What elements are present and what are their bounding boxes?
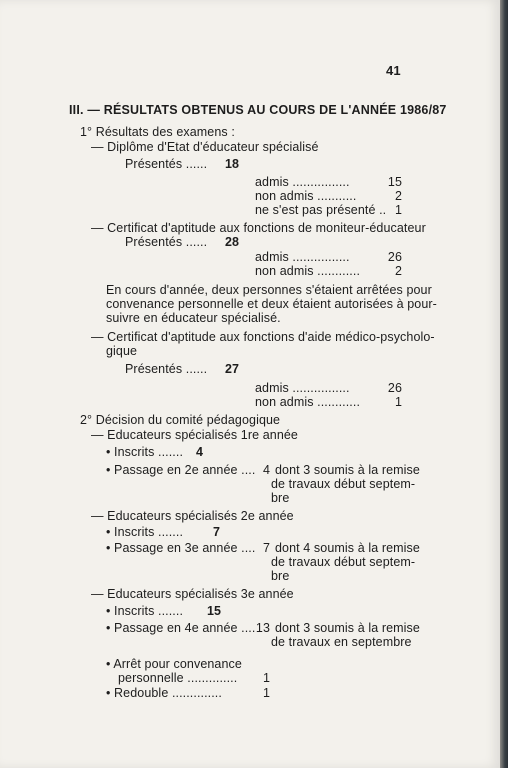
es3-redouble-value: 1 (262, 686, 270, 700)
caferme-admis-value: 26 (387, 250, 402, 264)
deees-admis-label: admis ................ (255, 175, 350, 189)
deees-absent-value: 1 (394, 203, 402, 217)
es3-passage-note: dont 3 soumis à la remise (275, 621, 420, 635)
es3-title: — Educateurs spécialisés 3e année (91, 587, 294, 601)
es3-arret-label: personnelle .............. (118, 671, 238, 685)
amp-admis-label: admis ................ (255, 381, 350, 395)
deees-presentes-label: Présentés ...... (125, 157, 208, 171)
es3-inscrits-value: 15 (207, 604, 222, 618)
es3-redouble-label: • Redouble .............. (106, 686, 222, 700)
es1-passage-value: 4 (262, 463, 270, 477)
amp-title-line: — Certificat d'aptitude aux fonctions d'aide médico-psycholo- (91, 330, 435, 344)
deees-non-admis-label: non admis ........... (255, 189, 357, 203)
es2-inscrits-value: 7 (213, 525, 221, 539)
es1-title: — Educateurs spécialisés 1re année (91, 428, 298, 442)
es1-passage-label: • Passage en 2e année .... (106, 463, 256, 477)
es3-passage-value: 13 (255, 621, 270, 635)
committee-decision-title: 2° Décision du comité pédagogique (80, 413, 281, 427)
es3-inscrits-label: • Inscrits ....... (106, 604, 184, 618)
caferme-note-line: suivre en éducateur spécialisé. (106, 311, 281, 325)
amp-non-admis-value: 1 (394, 395, 402, 409)
deees-non-admis-value: 2 (394, 189, 402, 203)
deees-title: — Diplôme d'Etat d'éducateur spécialisé (91, 140, 319, 154)
es2-passage-note: de travaux début septem- (271, 555, 416, 569)
caferme-note-line: convenance personnelle et deux étaient autorisées à pour- (106, 297, 437, 311)
amp-non-admis-label: non admis ............ (255, 395, 361, 409)
es3-passage-label: • Passage en 4e année .... (106, 621, 256, 635)
es2-passage-value: 7 (262, 541, 270, 555)
es3-arret-label: • Arrêt pour convenance (106, 657, 242, 671)
es1-passage-note: bre (271, 491, 290, 505)
page-edge (500, 0, 508, 768)
es1-inscrits-label: • Inscrits ....... (106, 445, 184, 459)
es3-arret-value: 1 (262, 671, 270, 685)
exams-results-title: 1° Résultats des examens : (80, 125, 235, 139)
caferme-presentes-label: Présentés ...... (125, 235, 208, 249)
caferme-admis-label: admis ................ (255, 250, 350, 264)
caferme-non-admis-label: non admis ............ (255, 264, 361, 278)
caferme-note-line: En cours d'année, deux personnes s'étaient arrêtées pour (106, 283, 432, 297)
es3-passage-note: de travaux en septembre (271, 635, 412, 649)
es1-passage-note: de travaux début septem- (271, 477, 416, 491)
es2-passage-label: • Passage en 3e année .... (106, 541, 256, 555)
es1-inscrits-value: 4 (196, 445, 204, 459)
deees-admis-value: 15 (387, 175, 402, 189)
caferme-presentes-value: 28 (225, 235, 240, 249)
deees-presentes-value: 18 (225, 157, 240, 171)
es2-passage-note: bre (271, 569, 290, 583)
amp-presentes-label: Présentés ...... (125, 362, 208, 376)
caferme-title: — Certificat d'aptitude aux fonctions de moniteur-éducateur (91, 221, 426, 235)
es1-passage-note: dont 3 soumis à la remise (275, 463, 420, 477)
amp-admis-value: 26 (387, 381, 402, 395)
amp-title-line: gique (106, 344, 138, 358)
es2-title: — Educateurs spécialisés 2e année (91, 509, 294, 523)
caferme-non-admis-value: 2 (394, 264, 402, 278)
deees-absent-label: ne s'est pas présenté .. (255, 203, 387, 217)
section-heading: III. — RÉSULTATS OBTENUS AU COURS DE L'ANNÉE 1986/87 (69, 103, 447, 117)
amp-presentes-value: 27 (225, 362, 240, 376)
es2-inscrits-label: • Inscrits ....... (106, 525, 184, 539)
es2-passage-note: dont 4 soumis à la remise (275, 541, 420, 555)
page-number: 41 (386, 63, 401, 78)
